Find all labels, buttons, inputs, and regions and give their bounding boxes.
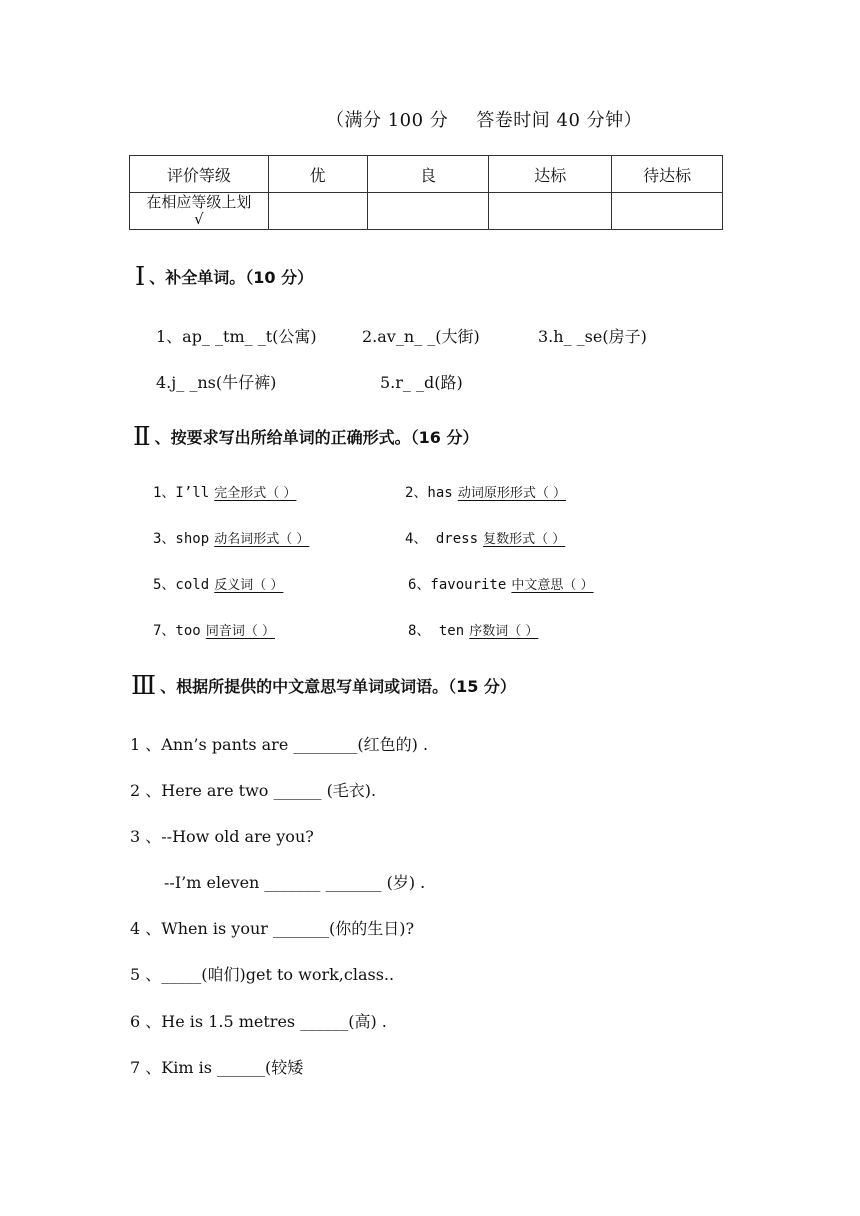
section2-item <box>153 620 275 640</box>
grade-mark-cell[interactable] <box>367 193 489 230</box>
grade-header-cell: 评价等级 <box>130 156 269 193</box>
section2-item-word: 2、has <box>405 485 453 501</box>
section3-item: --I’m eleven _______ _______ (岁) . <box>164 873 426 892</box>
section2-item <box>405 482 566 502</box>
section3-item: 4 、When is your _______(你的生日)? <box>130 919 415 938</box>
grade-mark-label <box>130 193 269 230</box>
section1-item: 3.h_ _se(房子) <box>538 327 647 346</box>
section3-heading <box>131 671 516 701</box>
grade-header-cell: 优 <box>268 156 367 193</box>
grade-mark-label-line1: 在相应等级上划 <box>146 193 252 211</box>
section1-heading <box>135 262 313 292</box>
section2-title: 、按要求写出所给单词的正确形式。（16 分） <box>154 428 479 447</box>
section1-item: 1、ap_ _tm_ _t(公寓) <box>156 327 317 346</box>
section2-item-word: 7、too <box>153 623 201 639</box>
section2-item <box>408 574 594 594</box>
section3-item: 3 、--How old are you? <box>130 827 314 846</box>
section1-item: 4.j_ _ns(牛仔裤) <box>156 373 277 392</box>
section3-item: 7 、Kim is ______(较矮 <box>130 1058 304 1077</box>
time-limit-text: 答卷时间 40 分钟） <box>476 110 643 131</box>
grade-table-mark-row <box>130 193 723 230</box>
grade-mark-cell[interactable] <box>489 193 612 230</box>
section1-item: 2.av_n_ _(大街) <box>362 327 480 346</box>
section2-item-word: 8、 ten <box>408 623 465 639</box>
section2-item-hint: 复数形式（ ） <box>483 532 566 547</box>
section2-item <box>153 574 283 594</box>
grade-mark-cell[interactable] <box>268 193 367 230</box>
section1-title: 、补全单词。（10 分） <box>149 268 314 287</box>
section2-item <box>153 482 296 502</box>
section2-item-hint: 同音词（ ） <box>205 624 275 639</box>
section3-item: 6 、He is 1.5 metres ______(高) . <box>130 1012 387 1031</box>
full-score-text: （满分 100 分 <box>326 110 449 131</box>
grade-table-header-row <box>130 156 723 193</box>
section2-item-hint: 序数词（ ） <box>469 624 539 639</box>
section2-item-hint: 反义词（ ） <box>214 578 284 593</box>
section3-title: 、根据所提供的中文意思写单词或词语。（15 分） <box>160 677 516 696</box>
grade-header-cell: 待达标 <box>612 156 723 193</box>
section2-item-word: 1、I’ll <box>153 485 210 501</box>
section2-item-hint: 动名词形式（ ） <box>214 532 310 547</box>
grade-header-cell: 达标 <box>489 156 612 193</box>
section1-numeral: Ⅰ <box>135 262 146 292</box>
section1-item: 5.r_ _d(路) <box>380 373 463 392</box>
section3-item: 2 、Here are two ______ (毛衣). <box>130 781 377 800</box>
grade-header-cell: 良 <box>367 156 489 193</box>
section2-item-hint: 动词原形形式（ ） <box>457 486 566 501</box>
exam-header <box>326 106 642 132</box>
grade-mark-cell[interactable] <box>612 193 723 230</box>
section2-item <box>153 528 309 548</box>
section2-item-word: 4、 dress <box>405 531 479 547</box>
section3-item: 5 、_____(咱们)get to work,class.. <box>130 965 395 984</box>
check-mark: √ <box>194 210 204 228</box>
section2-item-hint: 完全形式（ ） <box>214 486 297 501</box>
section2-item <box>408 620 538 640</box>
section2-item-word: 6、favourite <box>408 577 507 593</box>
section3-numeral: Ⅲ <box>131 671 157 701</box>
section2-heading <box>133 422 479 452</box>
section2-item <box>405 528 565 548</box>
grade-table <box>129 155 723 230</box>
section2-item-word: 3、shop <box>153 531 210 547</box>
section2-item-hint: 中文意思（ ） <box>511 578 594 593</box>
section3-item: 1 、Ann’s pants are ________(红色的) . <box>130 735 429 754</box>
section2-numeral: Ⅱ <box>133 422 151 452</box>
section2-item-word: 5、cold <box>153 577 210 593</box>
